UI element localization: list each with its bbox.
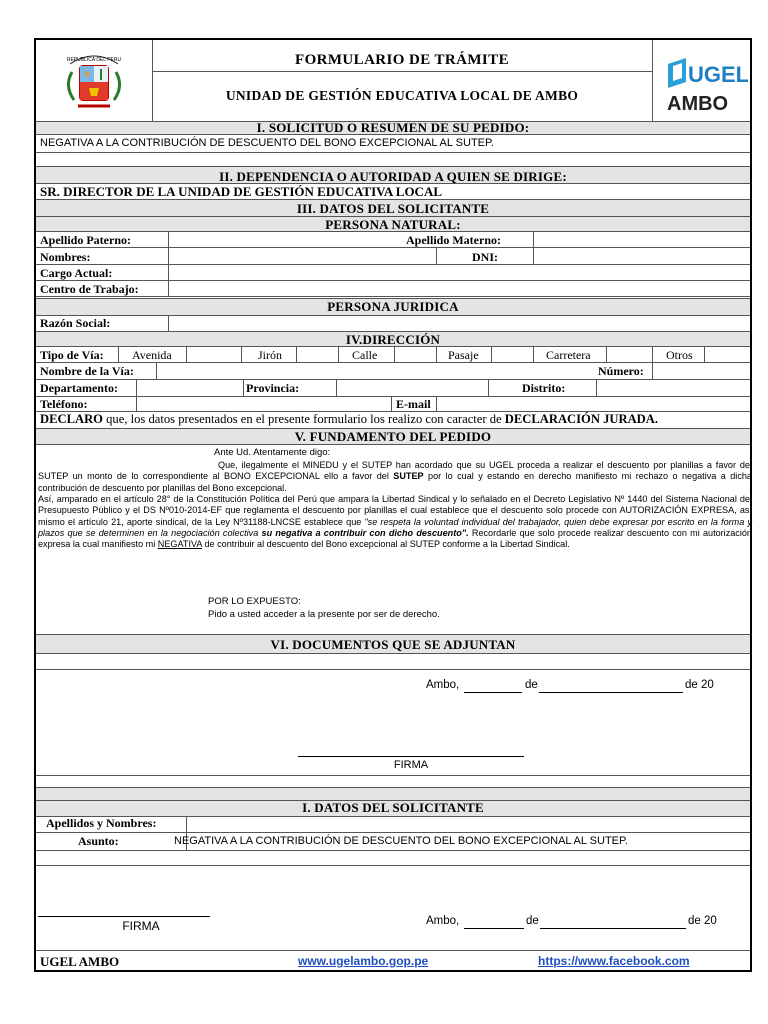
provincia-field[interactable]: [337, 380, 487, 395]
closing-request: Pido a usted acceder a la presente por ser de derecho.: [208, 609, 440, 620]
nombres-label: Nombres:: [40, 250, 91, 264]
sworn-declaration: DECLARO que, los datos presentados en el presente formulario los realizo con caracter de DECLARACIÓN JURADA.: [40, 412, 659, 426]
apellido-paterno-field[interactable]: [169, 232, 389, 247]
salutation: Ante Ud. Atentamente digo:: [214, 447, 331, 458]
jiron-checkbox[interactable]: [297, 347, 337, 362]
nombres-field[interactable]: [169, 248, 435, 263]
distrito-label: Distrito:: [522, 381, 566, 395]
asunto-value[interactable]: NEGATIVA A LA CONTRIBUCIÓN DE DESCUENTO DEL BONO EXCEPCIONAL AL SUTEP.: [174, 835, 628, 847]
svg-text:AMBO: AMBO: [667, 93, 729, 114]
dni-field[interactable]: [534, 248, 752, 263]
cargo-date-de-2: de 20: [688, 915, 717, 927]
pasaje-checkbox[interactable]: [492, 347, 532, 362]
legal-person-title: PERSONA JURIDICA: [327, 299, 459, 314]
request-summary-value[interactable]: NEGATIVA A LA CONTRIBUCIÓN DE DESCUENTO DEL BONO EXCEPCIONAL AL SUTEP.: [40, 137, 494, 149]
departamento-label: Departamento:: [40, 381, 118, 395]
via-option-otros[interactable]: Otros: [666, 348, 693, 362]
form-title: FORMULARIO DE TRÁMITE: [295, 52, 509, 68]
asunto-label: Asunto:: [78, 834, 119, 848]
cargo-ambo-label: Ambo,: [426, 915, 460, 927]
telefono-label: Teléfono:: [40, 397, 88, 411]
section-5-title: V. FUNDAMENTO DEL PEDIDO: [294, 429, 492, 444]
via-option-jiron[interactable]: Jirón: [258, 348, 282, 362]
header-title-divider: [152, 71, 652, 72]
svg-text:UGEL: UGEL: [688, 62, 748, 87]
svg-text:REPUBLICA DEL PERU: REPUBLICA DEL PERU: [66, 57, 122, 63]
section-1-title: I. SOLICITUD O RESUMEN DE SU PEDIDO:: [256, 120, 530, 135]
header-divider-right: [652, 40, 653, 121]
cargo-date-day-line[interactable]: [464, 928, 524, 929]
centro-trabajo-field[interactable]: [169, 281, 752, 296]
apellido-materno-label: Apellido Materno:: [406, 233, 501, 247]
cargo-date-de-1: de: [526, 915, 539, 927]
apellidos-nombres-field[interactable]: [187, 817, 752, 831]
footer-website-link[interactable]: www.ugelambo.gop.pe: [298, 954, 429, 968]
cargo-section-title: I. DATOS DEL SOLICITANTE: [302, 800, 484, 815]
numero-label: Número:: [598, 364, 644, 378]
razon-social-field[interactable]: [169, 316, 752, 331]
nombre-via-label: Nombre de la Vía:: [40, 364, 134, 378]
date-de-2: de 20: [685, 679, 714, 691]
firma-label: FIRMA: [393, 759, 429, 771]
procedure-form: [34, 38, 752, 972]
cargo-signature-line[interactable]: [38, 916, 210, 917]
email-label: E-mail: [396, 397, 431, 411]
via-option-carretera[interactable]: Carretera: [546, 348, 591, 362]
section-3-title: III. DATOS DEL SOLICITANTE: [296, 201, 490, 216]
cargo-actual-label: Cargo Actual:: [40, 266, 113, 280]
avenida-checkbox[interactable]: [187, 347, 240, 362]
via-option-pasaje[interactable]: Pasaje: [448, 348, 479, 362]
centro-trabajo-label: Centro de Trabajo:: [40, 282, 139, 296]
apellidos-nombres-label: Apellidos y Nombres:: [46, 816, 157, 830]
date-day-line[interactable]: [464, 692, 522, 693]
section-6-title: VI. DOCUMENTOS QUE SE ADJUNTAN: [270, 637, 516, 652]
section-2-title: II. DEPENDENCIA O AUTORIDAD A QUIEN SE DIRIGE:: [219, 169, 567, 184]
natural-person-title: PERSONA NATURAL:: [325, 217, 461, 232]
telefono-field[interactable]: [137, 397, 390, 411]
dni-label: DNI:: [472, 250, 498, 264]
authority-value[interactable]: SR. DIRECTOR DE LA UNIDAD DE GESTIÓN EDUCATIVA LOCAL: [40, 184, 443, 199]
cargo-actual-field[interactable]: [169, 265, 752, 280]
ambo-date-label: Ambo,: [426, 679, 460, 691]
provincia-label: Provincia:: [246, 381, 300, 395]
carretera-checkbox[interactable]: [607, 347, 651, 362]
ugel-ambo-logo: [664, 54, 748, 114]
peru-coat-of-arms-logo: [60, 50, 128, 112]
fundamento-paragraph-2: Así, amparado en el artículo 28° de la Constitución Política del Perú que ampara la Libertad Sindical y lo señalado en el Decreto Legislativo Nº 1440 del Sistema Nacional del Presupuesto Público y el DS Nº010-2014-EF que reglamenta el descuento por planillas el cual establece que el descuento solo procede con AUTORIZACIÓN EXPRESA, así mismo el artículo 21, aporte sindical, de la Ley Nº31188-LNCSE establece que "se respeta la voluntad individual del trabajador, quien debe expresar por escrito en la forma y plazos que se determinen en la negociación colectiva su negativa a contribuir con dicho descuento". Recordarle que solo procede realizar descuento con mi autorización expresa la cual manifiesto mi NEGATIVA de contribuir al descuento del Bono excepcional al SUTEP conforme a la Libertad Sindical.: [38, 494, 752, 550]
calle-checkbox[interactable]: [395, 347, 435, 362]
section-4-title: IV.DIRECCIÓN: [345, 332, 441, 347]
attached-documents-field[interactable]: [36, 654, 752, 669]
nombre-via-field[interactable]: [157, 363, 557, 378]
tipo-via-label: Tipo de Vía:: [40, 348, 104, 362]
fundamento-paragraph-1: Que, ilegalmente el MINEDU y el SUTEP han acordado que su UGEL proceda a realizar el descuento por planillas a favor del SUTEP un monto de lo correspondiente al BONO EXCEPCIONAL ello a favor del SUTEP por lo cual y estando en derecho manifiesto mi rechazo o negativa a dicha contribución de descuento por planillas del Bono excepcional.: [38, 460, 752, 493]
signature-line[interactable]: [298, 756, 524, 757]
footer-org: UGEL AMBO: [40, 954, 120, 969]
razon-social-label: Razón Social:: [40, 316, 111, 330]
numero-field[interactable]: [653, 363, 752, 378]
form-subtitle: UNIDAD DE GESTIÓN EDUCATIVA LOCAL DE AMBO: [225, 88, 579, 103]
departamento-field[interactable]: [137, 380, 242, 395]
via-option-avenida[interactable]: Avenida: [132, 348, 172, 362]
apellido-materno-field[interactable]: [534, 232, 752, 247]
email-field[interactable]: [437, 397, 752, 411]
distrito-field[interactable]: [597, 380, 752, 395]
footer-facebook-link[interactable]: https://www.facebook.com: [538, 954, 690, 968]
cargo-date-month-line[interactable]: [540, 928, 686, 929]
via-option-calle[interactable]: Calle: [352, 348, 378, 362]
apellido-paterno-label: Apellido Paterno:: [40, 233, 131, 247]
por-lo-expuesto: POR LO EXPUESTO:: [208, 596, 301, 607]
date-de-1: de: [525, 679, 538, 691]
date-month-line[interactable]: [539, 692, 683, 693]
cargo-firma-label: FIRMA: [122, 919, 160, 933]
